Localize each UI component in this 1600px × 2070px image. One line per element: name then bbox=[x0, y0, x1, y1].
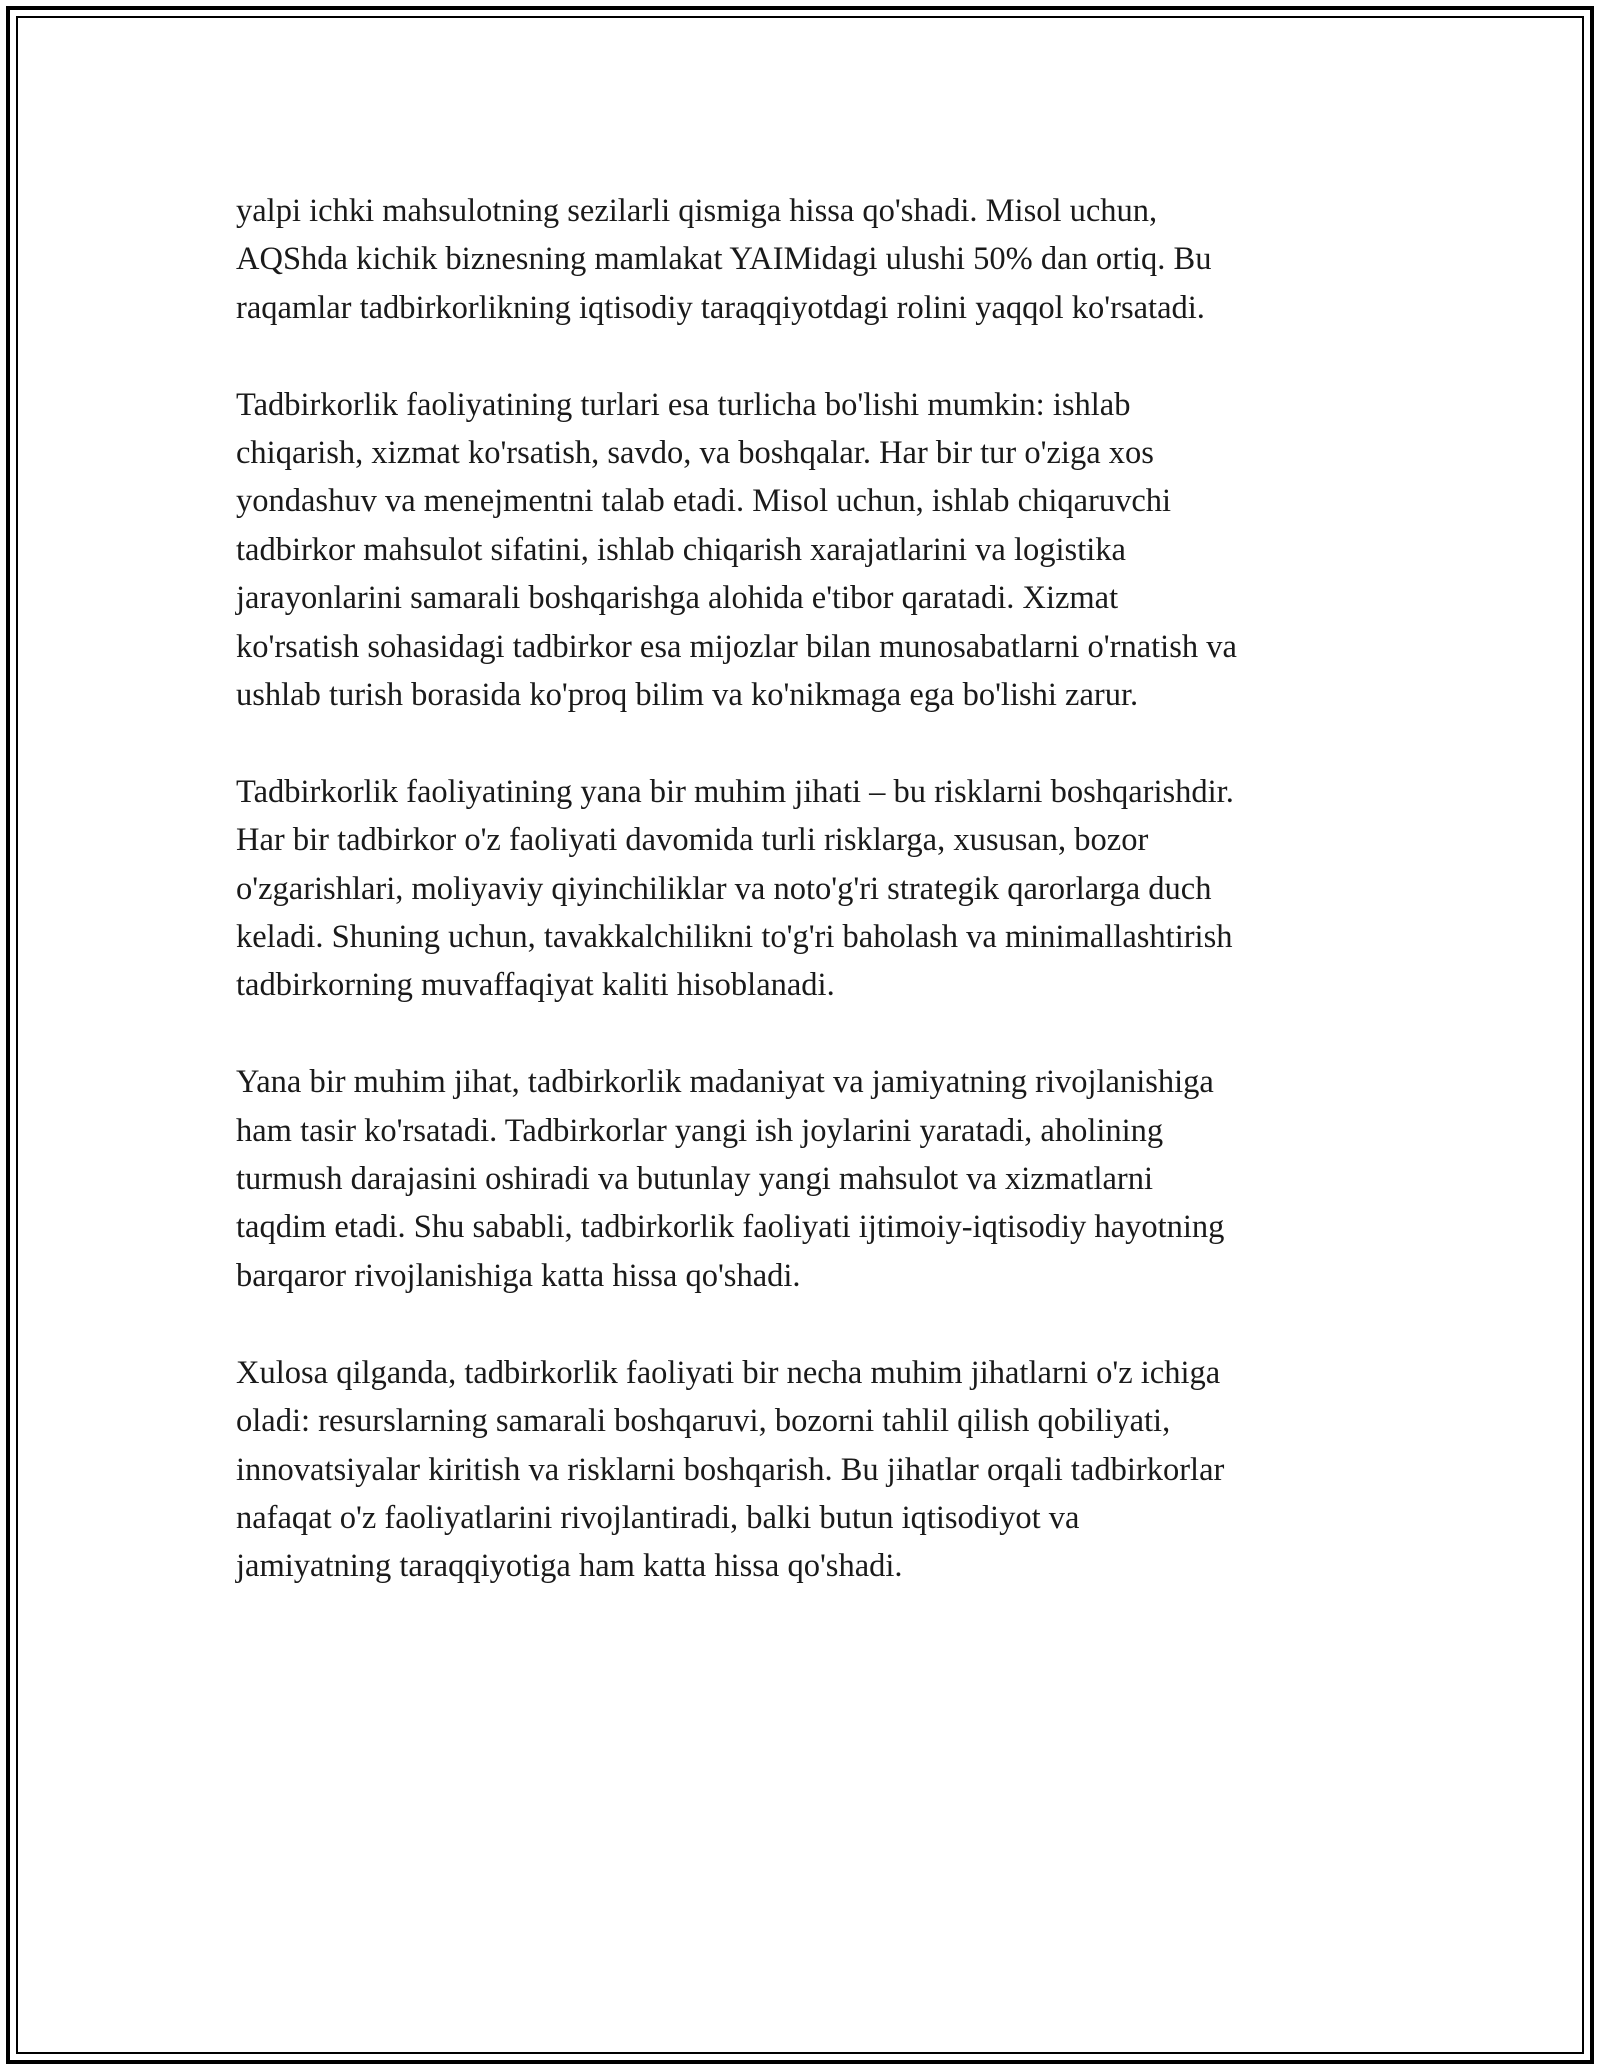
paragraph-5 bbox=[236, 1349, 1396, 1591]
text-line: oladi: resurslarning samarali boshqaruvi, bozorni tahlil qilish qobiliyati, bbox=[236, 1403, 1171, 1440]
text-line: Tadbirkorlik faoliyatining yana bir muhim jihati – bu risklarni boshqarishdir. bbox=[236, 773, 1234, 810]
text-line: Tadbirkorlik faoliyatining turlari esa turlicha bo'lishi mumkin: ishlab bbox=[236, 386, 1131, 423]
paragraph-2 bbox=[236, 381, 1396, 720]
document-body bbox=[236, 187, 1396, 1639]
paragraph-4 bbox=[236, 1058, 1396, 1300]
paragraph-3 bbox=[236, 768, 1396, 1010]
text-line: taqdim etadi. Shu sababli, tadbirkorlik faoliyati ijtimoiy-iqtisodiy hayotning bbox=[236, 1209, 1225, 1246]
text-line: keladi. Shuning uchun, tavakkalchilikni to'g'ri baholash va minimallashtirish bbox=[236, 919, 1233, 956]
paragraph-1 bbox=[236, 187, 1396, 332]
text-line: Xulosa qilganda, tadbirkorlik faoliyati bir necha muhim jihatlarni o'z ichiga bbox=[236, 1354, 1221, 1391]
text-line: ham tasir ko'rsatadi. Tadbirkorlar yangi ish joylarini yaratadi, aholining bbox=[236, 1112, 1164, 1149]
text-line: ushlab turish borasida ko'proq bilim va ko'nikmaga ega bo'lishi zarur. bbox=[236, 677, 1139, 714]
text-line: jarayonlarini samarali boshqarishga alohida e'tibor qaratadi. Xizmat bbox=[236, 580, 1119, 617]
text-line: yondashuv va menejmentni talab etadi. Misol uchun, ishlab chiqaruvchi bbox=[236, 483, 1172, 520]
text-line: o'zgarishlari, moliyaviy qiyinchiliklar va noto'g'ri strategik qarorlarga duch bbox=[236, 870, 1212, 907]
text-line: Har bir tadbirkor o'z faoliyati davomida turli risklarga, xususan, bozor bbox=[236, 822, 1149, 859]
text-line: ko'rsatish sohasidagi tadbirkor esa mijozlar bilan munosabatlarni o'rnatish va bbox=[236, 628, 1237, 665]
text-line: yalpi ichki mahsulotning sezilarli qismiga hissa qo'shadi. Misol uchun, bbox=[236, 193, 1158, 229]
text-line: raqamlar tadbirkorlikning iqtisodiy taraqqiyotdagi rolini yaqqol ko'rsatadi. bbox=[236, 289, 1205, 326]
text-line: tadbirkorning muvaffaqiyat kaliti hisoblanadi. bbox=[236, 967, 835, 1004]
text-line: barqaror rivojlanishiga katta hissa qo'shadi. bbox=[236, 1257, 801, 1294]
text-line: turmush darajasini oshiradi va butunlay yangi mahsulot va xizmatlarni bbox=[236, 1161, 1154, 1198]
text-line: chiqarish, xizmat ko'rsatish, savdo, va boshqalar. Har bir tur o'ziga xos bbox=[236, 435, 1154, 472]
text-line: Yana bir muhim jihat, tadbirkorlik madaniyat va jamiyatning rivojlanishiga bbox=[236, 1064, 1214, 1101]
text-line: tadbirkor mahsulot sifatini, ishlab chiqarish xarajatlarini va logistika bbox=[236, 531, 1126, 568]
text-line: jamiyatning taraqqiyotiga ham katta hissa qo'shadi. bbox=[236, 1548, 903, 1585]
text-line: AQShda kichik biznesning mamlakat YAIMidagi ulushi 50% dan ortiq. Bu bbox=[236, 241, 1212, 278]
text-line: nafaqat o'z faoliyatlarini rivojlantiradi, balki butun iqtisodiyot va bbox=[236, 1499, 1080, 1536]
text-line: innovatsiyalar kiritish va risklarni boshqarish. Bu jihatlar orqali tadbirkorlar bbox=[236, 1451, 1225, 1488]
